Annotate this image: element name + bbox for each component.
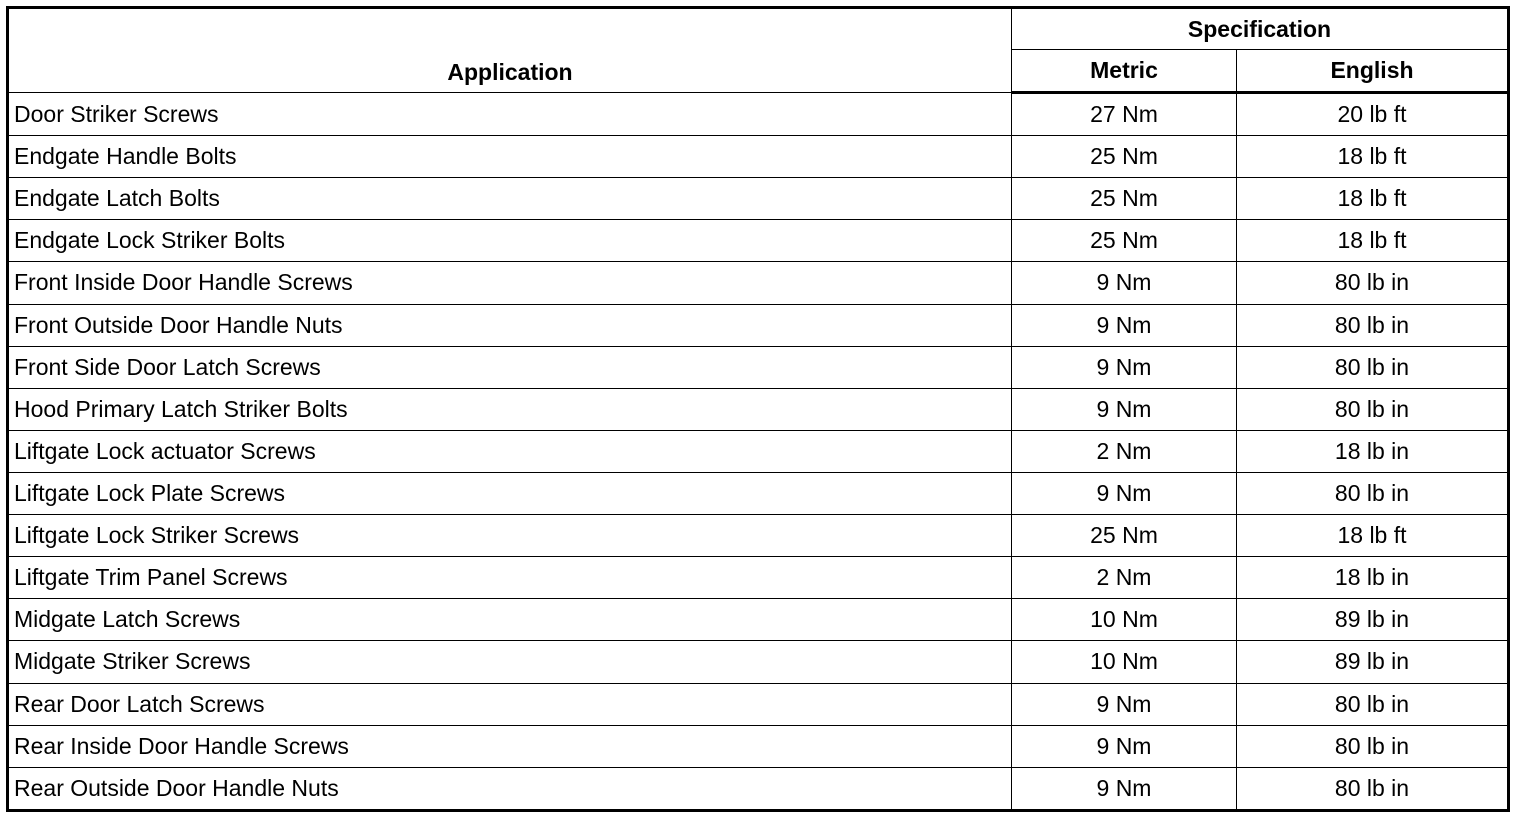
table-row bbox=[8, 93, 1509, 136]
english-value-cell: 80 lb in bbox=[1237, 346, 1509, 388]
table-row bbox=[8, 304, 1509, 346]
english-value-cell: 80 lb in bbox=[1237, 683, 1509, 725]
table-row bbox=[8, 683, 1509, 725]
application-cell: Endgate Lock Striker Bolts bbox=[8, 220, 1012, 262]
english-value-cell: 18 lb ft bbox=[1237, 515, 1509, 557]
metric-value-cell: 9 Nm bbox=[1012, 725, 1237, 767]
application-cell: Endgate Handle Bolts bbox=[8, 136, 1012, 178]
application-cell: Midgate Latch Screws bbox=[8, 599, 1012, 641]
application-cell: Hood Primary Latch Striker Bolts bbox=[8, 388, 1012, 430]
application-cell: Rear Inside Door Handle Screws bbox=[8, 725, 1012, 767]
table-row bbox=[8, 725, 1509, 767]
english-value-cell: 80 lb in bbox=[1237, 767, 1509, 810]
english-value-cell: 18 lb ft bbox=[1237, 136, 1509, 178]
metric-value-cell: 2 Nm bbox=[1012, 557, 1237, 599]
fastener-torque-spec-table bbox=[6, 6, 1510, 812]
english-value-cell: 89 lb in bbox=[1237, 599, 1509, 641]
table-body bbox=[8, 93, 1509, 811]
table-row bbox=[8, 515, 1509, 557]
application-cell: Liftgate Lock actuator Screws bbox=[8, 430, 1012, 472]
table-header bbox=[8, 8, 1509, 93]
metric-value-cell: 9 Nm bbox=[1012, 262, 1237, 304]
table-row bbox=[8, 262, 1509, 304]
metric-value-cell: 10 Nm bbox=[1012, 599, 1237, 641]
table-row bbox=[8, 388, 1509, 430]
english-value-cell: 18 lb in bbox=[1237, 430, 1509, 472]
metric-value-cell: 9 Nm bbox=[1012, 304, 1237, 346]
metric-value-cell: 25 Nm bbox=[1012, 178, 1237, 220]
metric-value-cell: 10 Nm bbox=[1012, 641, 1237, 683]
english-value-cell: 89 lb in bbox=[1237, 641, 1509, 683]
table-row bbox=[8, 599, 1509, 641]
table-row bbox=[8, 220, 1509, 262]
english-value-cell: 80 lb in bbox=[1237, 472, 1509, 514]
table-row bbox=[8, 472, 1509, 514]
metric-value-cell: 25 Nm bbox=[1012, 136, 1237, 178]
application-cell: Rear Outside Door Handle Nuts bbox=[8, 767, 1012, 810]
application-cell: Midgate Striker Screws bbox=[8, 641, 1012, 683]
table-row bbox=[8, 136, 1509, 178]
metric-value-cell: 9 Nm bbox=[1012, 683, 1237, 725]
english-value-cell: 18 lb in bbox=[1237, 557, 1509, 599]
table-row bbox=[8, 767, 1509, 810]
table-row bbox=[8, 178, 1509, 220]
english-value-cell: 80 lb in bbox=[1237, 262, 1509, 304]
specification-group-header: Specification bbox=[1012, 8, 1509, 50]
english-value-cell: 18 lb ft bbox=[1237, 178, 1509, 220]
english-value-cell: 20 lb ft bbox=[1237, 93, 1509, 136]
table-row bbox=[8, 346, 1509, 388]
application-column-header: Application bbox=[8, 8, 1012, 93]
application-cell: Door Striker Screws bbox=[8, 93, 1012, 136]
english-column-header: English bbox=[1237, 50, 1509, 93]
header-row-top bbox=[8, 8, 1509, 50]
application-cell: Liftgate Trim Panel Screws bbox=[8, 557, 1012, 599]
english-value-cell: 80 lb in bbox=[1237, 304, 1509, 346]
table-row bbox=[8, 557, 1509, 599]
metric-value-cell: 25 Nm bbox=[1012, 220, 1237, 262]
table-row bbox=[8, 641, 1509, 683]
application-cell: Front Side Door Latch Screws bbox=[8, 346, 1012, 388]
metric-value-cell: 9 Nm bbox=[1012, 472, 1237, 514]
english-value-cell: 80 lb in bbox=[1237, 725, 1509, 767]
application-cell: Front Inside Door Handle Screws bbox=[8, 262, 1012, 304]
metric-value-cell: 27 Nm bbox=[1012, 93, 1237, 136]
application-cell: Rear Door Latch Screws bbox=[8, 683, 1012, 725]
metric-value-cell: 2 Nm bbox=[1012, 430, 1237, 472]
application-cell: Endgate Latch Bolts bbox=[8, 178, 1012, 220]
english-value-cell: 80 lb in bbox=[1237, 388, 1509, 430]
application-cell: Liftgate Lock Plate Screws bbox=[8, 472, 1012, 514]
metric-column-header: Metric bbox=[1012, 50, 1237, 93]
application-cell: Front Outside Door Handle Nuts bbox=[8, 304, 1012, 346]
metric-value-cell: 9 Nm bbox=[1012, 346, 1237, 388]
english-value-cell: 18 lb ft bbox=[1237, 220, 1509, 262]
metric-value-cell: 9 Nm bbox=[1012, 767, 1237, 810]
metric-value-cell: 25 Nm bbox=[1012, 515, 1237, 557]
application-cell: Liftgate Lock Striker Screws bbox=[8, 515, 1012, 557]
metric-value-cell: 9 Nm bbox=[1012, 388, 1237, 430]
table-row bbox=[8, 430, 1509, 472]
